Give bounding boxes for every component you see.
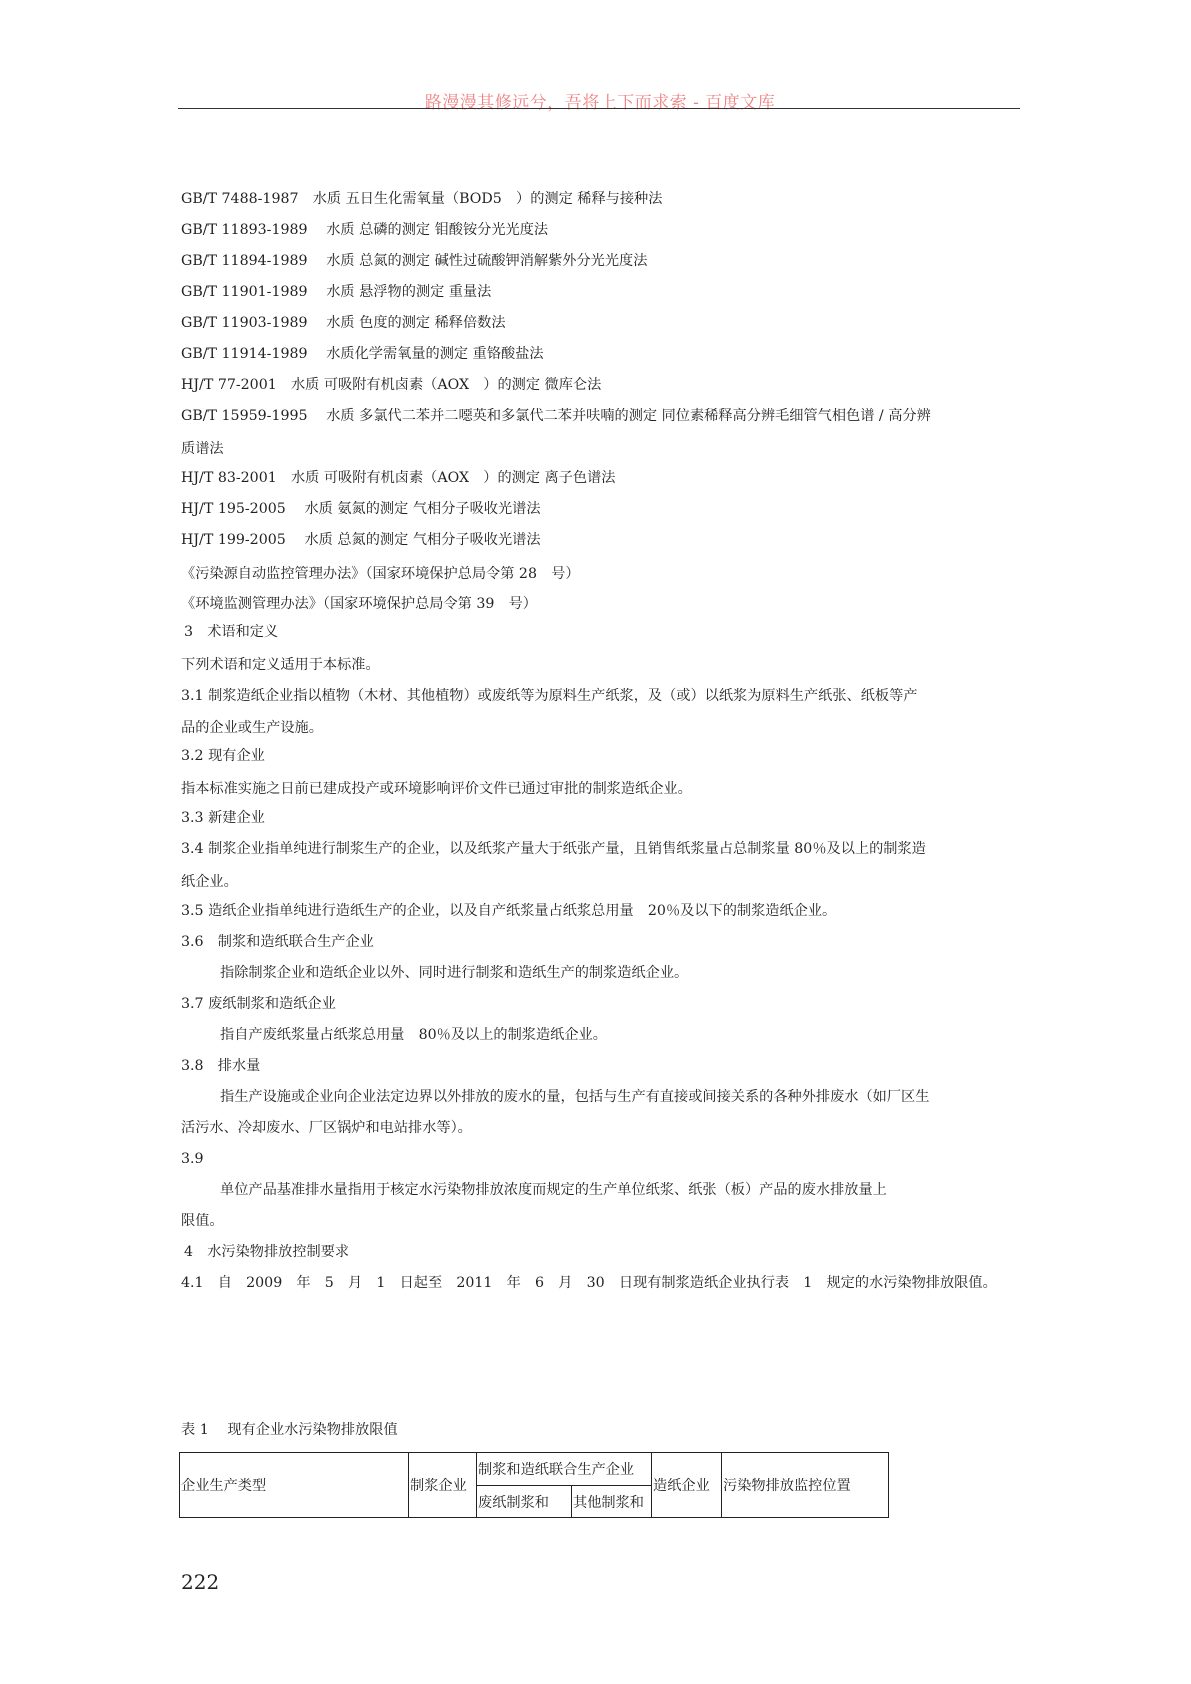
text-line: 活污水、冷却废水、厂区锅炉和电站排水等）。 [181, 1120, 472, 1136]
text-line: GB/T 11893-1989 水质 总磷的测定 钼酸铵分光光度法 [181, 222, 549, 238]
text-line: 纸企业。 [181, 874, 238, 890]
text-line: HJ/T 83-2001 水质 可吸附有机卤素（AOX ）的测定 离子色谱法 [181, 470, 616, 486]
text-line: 质谱法 [181, 441, 224, 457]
header-rule [178, 108, 1020, 109]
text-line: 《污染源自动监控管理办法》（国家环境保护总局令第 28 号） [181, 566, 580, 582]
table-header-joint-other: 其他制浆和 [571, 1485, 652, 1518]
text-line: 3.9 [181, 1151, 204, 1167]
text-line: 3.4 制浆企业指单纯进行制浆生产的企业，以及纸浆产量大于纸张产量，且销售纸浆量占总制浆量 80％及以上的制浆造 [181, 841, 926, 857]
table-header-type: 企业生产类型 [179, 1452, 409, 1518]
text-line: 指自产废纸浆量占纸浆总用量 80％及以上的制浆造纸企业。 [220, 1027, 607, 1043]
text-line: 指除制浆企业和造纸企业以外、同时进行制浆和造纸生产的制浆造纸企业。 [220, 965, 689, 981]
text-line: GB/T 11901-1989 水质 悬浮物的测定 重量法 [181, 284, 492, 300]
text-line: 指生产设施或企业向企业法定边界以外排放的废水的量，包括与生产有直接或间接关系的各种外排废水（如厂区生 [220, 1089, 930, 1105]
text-line: HJ/T 195-2005 水质 氨氮的测定 气相分子吸收光谱法 [181, 501, 541, 517]
text-line: GB/T 11903-1989 水质 色度的测定 稀释倍数法 [181, 315, 506, 331]
header-title: 路漫漫其修远兮，吾将上下而求索 - 百度文库 [424, 93, 776, 113]
text-line: 3.3 新建企业 [181, 810, 265, 826]
text-line: 单位产品基准排水量指用于核定水污染物排放浓度而规定的生产单位纸浆、纸张（板）产品的废水排放量上 [220, 1182, 887, 1198]
text-line: GB/T 7488-1987 水质 五日生化需氧量（BOD5 ）的测定 稀释与接种法 [181, 191, 663, 207]
page-number: 222 [181, 1570, 220, 1594]
table-header-monitor: 污染物排放监控位置 [721, 1452, 889, 1518]
text-line: 品的企业或生产设施。 [181, 720, 323, 736]
table-header-joint: 制浆和造纸联合生产企业 [476, 1452, 652, 1486]
section-heading: 4 水污染物排放控制要求 [184, 1244, 350, 1260]
table-header-pulp: 制浆企业 [408, 1452, 477, 1518]
table-header-joint-waste: 废纸制浆和 [476, 1485, 572, 1518]
text-line: HJ/T 77-2001 水质 可吸附有机卤素（AOX ）的测定 微库仑法 [181, 377, 602, 393]
text-line: 3.2 现有企业 [181, 748, 265, 764]
table-header-paper: 造纸企业 [651, 1452, 722, 1518]
text-line: 3.7 废纸制浆和造纸企业 [181, 996, 336, 1012]
text-line: 3.5 造纸企业指单纯进行造纸生产的企业，以及自产纸浆量占纸浆总用量 20％及以下的制浆造纸企业。 [181, 903, 837, 919]
text-line: GB/T 11894-1989 水质 总氮的测定 碱性过硫酸钾消解紫外分光光度法 [181, 253, 648, 269]
text-line: 《环境监测管理办法》（国家环境保护总局令第 39 号） [181, 596, 537, 612]
text-line: 限值。 [181, 1213, 224, 1229]
text-line: 4.1 自 2009 年 5 月 1 日起至 2011 年 6 月 30 日现有制浆造纸企业执行表 1 规定的水污染物排放限值。 [181, 1275, 997, 1291]
text-line: GB/T 11914-1989 水质化学需氧量的测定 重铬酸盐法 [181, 346, 544, 362]
table-caption: 表 1 现有企业水污染物排放限值 [181, 1422, 398, 1438]
text-line: 指本标准实施之日前已建成投产或环境影响评价文件已通过审批的制浆造纸企业。 [181, 781, 692, 797]
text-line: HJ/T 199-2005 水质 总氮的测定 气相分子吸收光谱法 [181, 532, 541, 548]
section-heading: 3 术语和定义 [184, 624, 279, 640]
text-line: 下列术语和定义适用于本标准。 [181, 657, 380, 673]
text-line: 3.1 制浆造纸企业指以植物（木材、其他植物）或废纸等为原料生产纸浆，及（或）以纸浆为原料生产纸张、纸板等产 [181, 688, 918, 704]
text-line: 3.6 制浆和造纸联合生产企业 [181, 934, 374, 950]
text-line: 3.8 排水量 [181, 1058, 261, 1074]
text-line: GB/T 15959-1995 水质 多氯代二苯并二噁英和多氯代二苯并呋喃的测定 同位素稀释高分辨毛细管气相色谱 / 高分辨 [181, 408, 931, 424]
